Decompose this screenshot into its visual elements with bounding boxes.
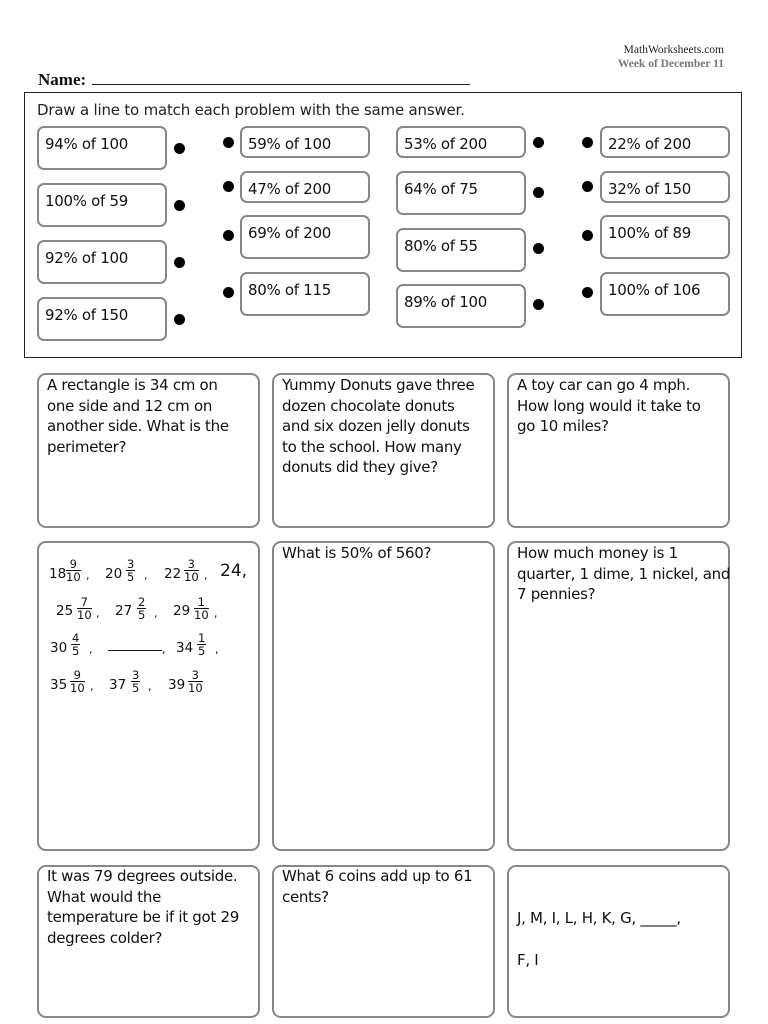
match-dot-col1-4[interactable] — [174, 314, 185, 325]
seq-fraction: $\frac{3}{10}$ — [188, 668, 203, 695]
matching-instruction: Draw a line to match each problem with the same answer. — [37, 101, 465, 119]
problem-card-5[interactable] — [272, 541, 495, 851]
match-dot-col3-4[interactable] — [533, 299, 544, 310]
problem-8-text: What 6 coins add up to 61 cents? — [282, 867, 473, 906]
site-name: MathWorksheets.com — [623, 44, 724, 56]
seq-whole: 18 — [49, 566, 67, 582]
name-label: Name: — [38, 70, 87, 89]
problem-card-9[interactable] — [507, 865, 730, 1018]
match-box-col3-3: 80% of 55 — [396, 228, 526, 272]
match-box-col4-4: 100% of 106 — [600, 272, 730, 316]
match-dot-col2-4[interactable] — [223, 287, 234, 298]
seq-whole: 29 — [173, 603, 191, 619]
match-box-col3-4: 89% of 100 — [396, 284, 526, 328]
match-box-col1-4: 92% of 150 — [37, 297, 167, 341]
match-dot-col4-2[interactable] — [582, 181, 593, 192]
match-box-col2-2: 47% of 200 — [240, 171, 370, 203]
match-dot-col2-1[interactable] — [223, 137, 234, 148]
seq-fraction: $\frac{7}{10}$ — [77, 595, 92, 622]
match-dot-col2-3[interactable] — [223, 230, 234, 241]
seq-fraction: $\frac{9}{10}$ — [70, 668, 85, 695]
seq-comma: , — [162, 643, 166, 656]
match-dot-col2-2[interactable] — [223, 181, 234, 192]
seq-whole: 34 — [176, 640, 194, 656]
seq-comma: , — [204, 569, 208, 582]
seq-whole: 37 — [109, 677, 127, 693]
seq-fraction: $\frac{3}{5}$ — [127, 557, 135, 584]
seq-comma: , — [148, 680, 152, 693]
problem-5-text: What is 50% of 560? — [282, 544, 432, 562]
match-box-col1-1: 94% of 100 — [37, 126, 167, 170]
problem-7-text: It was 79 degrees outside. What would the temperature be if it got 29 degrees colder? — [47, 867, 239, 947]
match-dot-col1-1[interactable] — [174, 143, 185, 154]
match-box-col2-4: 80% of 115 — [240, 272, 370, 316]
problem-6-text: How much money is 1 quarter, 1 dime, 1 nickel, and 7 pennies? — [517, 544, 731, 603]
seq-comma: , — [89, 643, 93, 656]
seq-whole: 25 — [56, 603, 74, 619]
seq-whole: 35 — [50, 677, 68, 693]
seq-whole: 22 — [164, 566, 182, 582]
match-box-col1-3: 92% of 100 — [37, 240, 167, 284]
seq-fraction: $\frac{3}{5}$ — [132, 668, 140, 695]
match-dot-col1-2[interactable] — [174, 200, 185, 211]
match-dot-col4-1[interactable] — [582, 137, 593, 148]
problem-1-text: A rectangle is 34 cm on one side and 12 cm on another side. What is the perimeter? — [47, 376, 229, 456]
seq-whole: 30 — [50, 640, 68, 656]
match-dot-col3-3[interactable] — [533, 243, 544, 254]
name-line[interactable] — [92, 84, 470, 85]
seq-blank[interactable] — [108, 650, 162, 651]
match-dot-col4-3[interactable] — [582, 230, 593, 241]
seq-whole: 27 — [115, 603, 133, 619]
seq-comma: , — [90, 680, 94, 693]
seq-comma: , — [96, 607, 100, 620]
seq-fraction: $\frac{2}{5}$ — [138, 595, 146, 622]
problem-card-4[interactable] — [37, 541, 260, 851]
match-box-col1-2: 100% of 59 — [37, 183, 167, 227]
match-box-col3-2: 64% of 75 — [396, 171, 526, 215]
problem-3-text: A toy car can go 4 mph. How long would it take to go 10 miles? — [517, 376, 701, 435]
seq-fraction: $\frac{4}{5}$ — [72, 631, 80, 658]
problem-9-line2: F, I — [517, 951, 539, 969]
match-box-col4-1: 22% of 200 — [600, 126, 730, 158]
match-dot-col4-4[interactable] — [582, 287, 593, 298]
match-dot-col3-1[interactable] — [533, 137, 544, 148]
week-label: Week of December 11 — [617, 58, 724, 70]
match-dot-col3-2[interactable] — [533, 187, 544, 198]
seq-fraction: $\frac{1}{5}$ — [198, 631, 206, 658]
seq-fraction: $\frac{1}{10}$ — [194, 595, 209, 622]
match-box-col2-3: 69% of 200 — [240, 215, 370, 259]
seq-whole: 39 — [168, 677, 186, 693]
match-box-col2-1: 59% of 100 — [240, 126, 370, 158]
match-dot-col1-3[interactable] — [174, 257, 185, 268]
site-header — [618, 43, 724, 71]
problem-9-line1: J, M, I, L, H, K, G, _____, — [517, 909, 681, 927]
seq-comma: , — [214, 607, 218, 620]
seq-fraction: $\frac{9}{10}$ — [66, 557, 81, 584]
seq-comma: , — [86, 569, 90, 582]
match-box-col4-2: 32% of 150 — [600, 171, 730, 203]
match-box-col3-1: 53% of 200 — [396, 126, 526, 158]
seq-comma: , — [154, 607, 158, 620]
seq-comma: , — [144, 569, 148, 582]
match-box-col4-3: 100% of 89 — [600, 215, 730, 259]
seq-whole: 24, — [220, 561, 248, 581]
seq-comma: , — [215, 643, 219, 656]
problem-2-text: Yummy Donuts gave three dozen chocolate donuts and six dozen jelly donuts to the school. How many donuts did they give? — [282, 376, 475, 476]
seq-fraction: $\frac{3}{10}$ — [184, 557, 199, 584]
seq-whole: 20 — [105, 566, 123, 582]
